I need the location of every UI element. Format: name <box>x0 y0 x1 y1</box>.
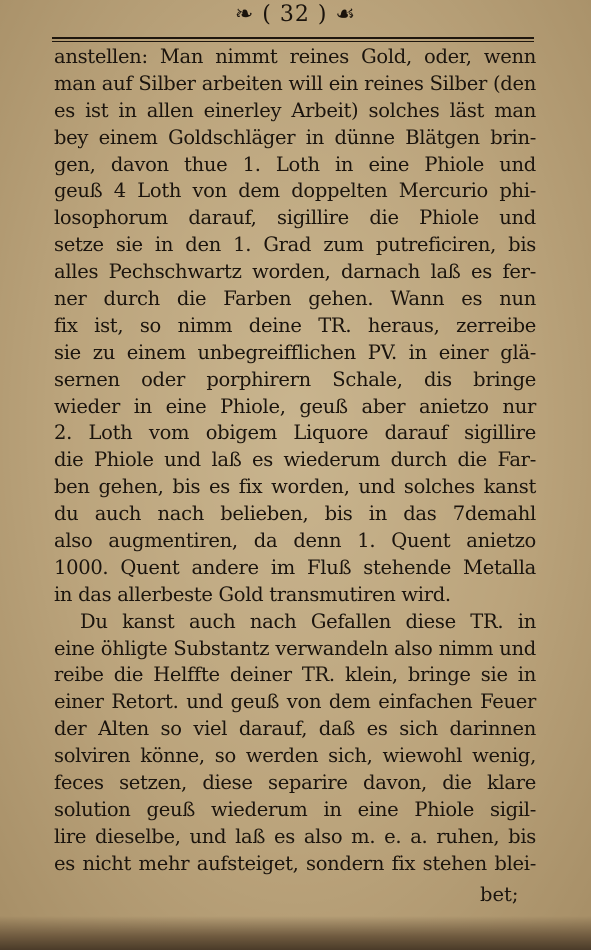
page-number: ( 32 ) <box>262 2 328 27</box>
text-line: 1000. Quent andere im Fluß stehende Metalla <box>54 555 536 579</box>
text-line: anstellen: Man nimmt reines Gold, oder, wenn <box>54 45 536 68</box>
text-line: also augmentiren, da denn 1. Quent anietzo <box>54 529 536 553</box>
catchword: bet; <box>480 883 519 906</box>
header-rule-thin <box>52 41 534 42</box>
text-line: alles Pechschwartz worden, darnach laß es fer- <box>54 260 536 284</box>
ornament-right-icon: ☙ <box>335 2 357 27</box>
text-line: ben gehen, bis es fix worden, und solches kanst <box>54 475 536 499</box>
text-line: reibe die Helffte deiner TR. klein, bringe sie in <box>54 663 536 687</box>
text-line: ner durch die Farben gehen. Wann es nun <box>54 287 536 311</box>
text-line: lire dieselbe, und laß es also m. e. a. ruhen, bis <box>54 824 536 848</box>
text-line: 2. Loth vom obigem Liquore darauf sigillire <box>54 421 536 445</box>
text-line: wieder in eine Phiole, geuß aber anietzo nur <box>54 394 536 418</box>
text-line: sernen oder porphirern Schale, dis bringe <box>54 367 536 391</box>
text-line: du auch nach belieben, bis in das 7demahl <box>54 502 536 526</box>
text-line: man auf Silber arbeiten will ein reines Silber (den <box>54 71 536 95</box>
text-line: geuß 4 Loth von dem doppelten Mercurio phi- <box>54 179 536 203</box>
page-header <box>0 2 591 27</box>
text-line: eine öhligte Substantz verwandeln also nimm und <box>54 636 536 660</box>
text-line: gen, davon thue 1. Loth in eine Phiole und <box>54 152 536 176</box>
header-rule <box>52 37 534 39</box>
text-line: bey einem Goldschläger in dünne Blätgen brin- <box>54 125 536 149</box>
text-line: die Phiole und laß es wiederum durch die Far- <box>54 448 536 472</box>
text-line: in das allerbeste Gold transmutiren wird. <box>54 582 451 606</box>
text-line: losophorum darauf, sigillire die Phiole und <box>54 206 536 230</box>
body-text <box>54 44 536 878</box>
text-line: es ist in allen einerley Arbeit) solches läst man <box>54 98 536 122</box>
text-line: Du kanst auch nach Gefallen diese TR. in <box>80 609 536 633</box>
ornament-left-icon: ❧ <box>234 2 255 27</box>
paragraph-2 <box>54 609 536 878</box>
text-line: solution geuß wiederum in eine Phiole sigil- <box>54 797 536 821</box>
text-line: feces setzen, diese separire davon, die klare <box>54 771 536 795</box>
text-line: setze sie in den 1. Grad zum putreficiren, bis <box>54 233 536 257</box>
text-line: fix ist, so nimm deine TR. heraus, zerreibe <box>54 313 536 337</box>
text-line: solviren könne, so werden sich, wiewohl wenig, <box>54 744 536 768</box>
paragraph-1 <box>54 44 536 609</box>
text-line: der Alten so viel darauf, daß es sich darinnen <box>54 717 536 741</box>
text-line: es nicht mehr aufsteiget, sondern fix stehen blei- <box>54 851 536 875</box>
text-line: sie zu einem unbegreifflichen PV. in einer glä- <box>54 340 536 364</box>
text-line: einer Retort. und geuß von dem einfachen Feuer <box>54 690 536 714</box>
